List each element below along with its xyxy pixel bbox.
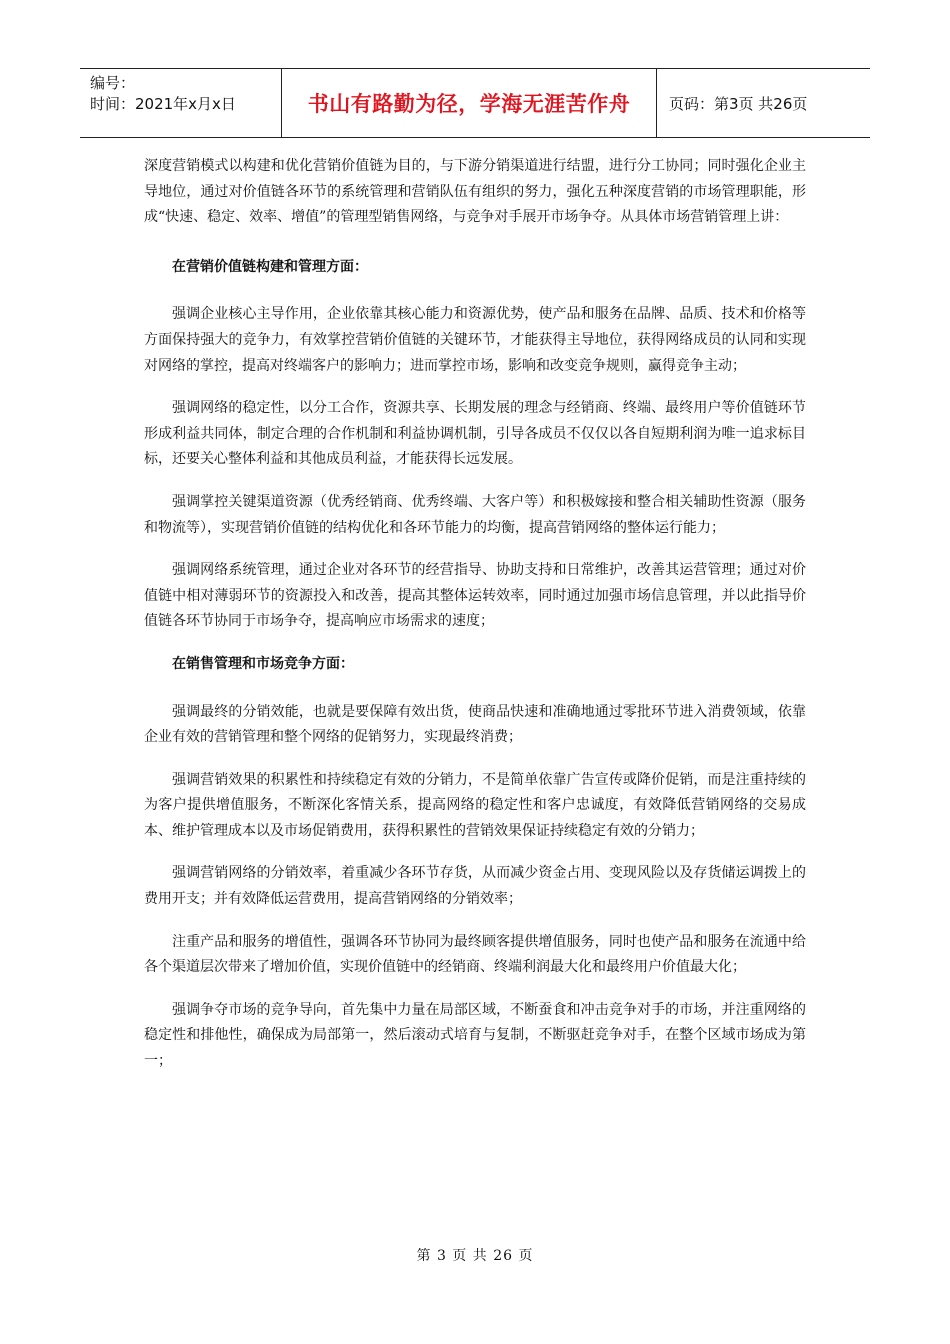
body-paragraph: 强调网络的稳定性，以分工合作，资源共享、长期发展的理念与经销商、终端、最终用户等价值链环节形成利益共同体，制定合理的合作机制和利益协调机制，引导各成员不仅仅以各自短期利润为唯一追求标目标，还要关心整体利益和其他成员利益，才能获得长远发展。 [144, 400, 806, 468]
page-footer: 第 3 页 共 26 页 [416, 1248, 534, 1264]
page-header [80, 68, 870, 138]
body-paragraph: 强调营销网络的分销效率，着重减少各环节存货，从而减少资金占用、变现风险以及存货储运调拨上的费用开支；并有效降低运营费用，提高营销网络的分销效率； [144, 865, 806, 908]
document-body [144, 154, 806, 1092]
header-motto: 书山有路勤为径，学海无涯苦作舟 [282, 69, 657, 137]
body-paragraph: 强调企业核心主导作用，企业依靠其核心能力和资源优势，使产品和服务在品牌、品质、技术和价格等方面保持强大的竞争力，有效掌控营销价值链的关键环节，才能获得主导地位，获得网络成员的认同和实现对网络的掌控，提高对终端客户的影响力；进而掌控市场，影响和改变竞争规则，赢得竞争主动； [144, 306, 806, 374]
header-meta [80, 69, 282, 137]
section-heading-value-chain: 在营销价值链构建和管理方面： [172, 258, 368, 275]
body-paragraph: 强调网络系统管理，通过企业对各环节的经营指导、协助支持和日常维护，改善其运营管理；通过对价值链中相对薄弱环节的资源投入和改善，提高其整体运转效率，同时通过加强市场信息管理，并以此指导价值链各环节协同于市场争夺，提高响应市场需求的速度； [144, 562, 806, 630]
body-paragraph: 强调掌控关键渠道资源（优秀经销商、优秀终端、大客户等）和积极嫁接和整合相关辅助性资源（服务和物流等），实现营销价值链的结构优化和各环节能力的均衡，提高营销网络的整体运行能力； [144, 493, 806, 536]
body-paragraph: 强调最终的分销效能，也就是要保障有效出货，使商品快速和准确地通过零批环节进入消费领域，依靠企业有效的营销管理和整个网络的促销努力，实现最终消费； [144, 703, 806, 746]
document-number-label: 编号： [90, 74, 136, 92]
body-paragraph: 强调营销效果的积累性和持续稳定有效的分销力，不是简单依靠广告宣传或降价促销，而是注重持续的为客户提供增值服务，不断深化客情关系，提高网络的稳定性和客户忠诚度，有效降低营销网络的交易成本、维护管理成本以及市场促销费用，获得积累性的营销效果保证持续稳定有效的分销力； [144, 771, 806, 839]
section-heading-sales-competition: 在销售管理和市场竞争方面： [172, 655, 354, 672]
header-page-info: 页码：第3页 共26页 [669, 94, 808, 113]
document-date-label: 时间：2021年x月x日 [90, 95, 236, 113]
body-paragraph: 强调争夺市场的竞争导向，首先集中力量在局部区域，不断蚕食和冲击竞争对手的市场，并注重网络的稳定性和排他性，确保成为局部第一，然后滚动式培育与复制，不断驱赶竞争对手，在整个区域市场成为第一； [144, 1001, 806, 1070]
intro-paragraph: 深度营销模式以构建和优化营销价值链为目的，与下游分销渠道进行结盟，进行分工协同；同时强化企业主导地位，通过对价值链各环节的系统管理和营销队伍有组织的努力，强化五种深度营销的市场管理职能，形成“快速、稳定、效率、增值”的管理型销售网络，与竞争对手展开市场争夺。从具体市场营销管理上讲： [144, 158, 806, 226]
body-paragraph: 注重产品和服务的增值性，强调各环节协同为最终顾客提供增值服务，同时也使产品和服务在流通中给各个渠道层次带来了增加价值，实现价值链中的经销商、终端利润最大化和最终用户价值最大化； [144, 933, 806, 976]
